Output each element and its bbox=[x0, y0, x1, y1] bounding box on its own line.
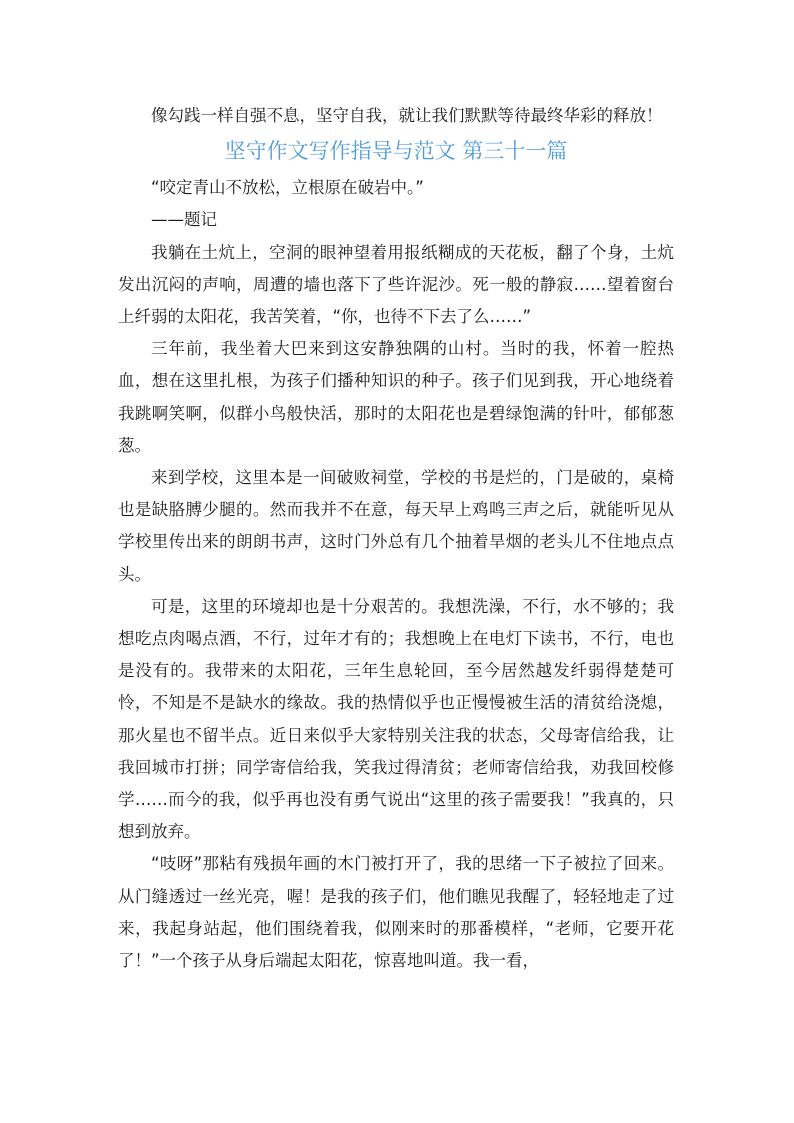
body-paragraph-4: 可是，这里的环境却也是十分艰苦的。我想洗澡，不行，水不够的；我想吃点肉喝点酒，不行，过年才有的；我想晚上在电灯下读书，不行，电也是没有的。我带来的太阳花，三年生息轮回，至今居然越发纤弱得楚楚可怜，不知是不是缺水的缘故。我的热情似乎也正慢慢被生活的清贫给浇熄，那火星也不留半点。近日来似乎大家特别关注我的状态，父母寄信给我，让我回城市打拼；同学寄信给我，笑我过得清贫；老师寄信给我，劝我回校修学……而今的我，似乎再也没有勇气说出“这里的孩子需要我！”我真的，只想到放弃。 bbox=[118, 596, 674, 842]
article-title: 坚守作文写作指导与范文 第三十一篇 bbox=[224, 139, 568, 164]
body-paragraph-3: 来到学校，这里本是一间破败祠堂，学校的书是烂的，门是破的，桌椅也是缺胳膊少腿的。然而我并不在意，每天早上鸡鸣三声之后，就能听见从学校里传出来的朗朗书声，这时门外总有几个抽着旱烟的老头儿不住地点点头。 bbox=[118, 468, 674, 584]
body-paragraph-5: “吱呀”那粘有残损年画的木门被打开了，我的思绪一下子被拉了回来。从门缝透过一丝光亮，喔！是我的孩子们，他们瞧见我醒了，轻轻地走了过来，我起身站起，他们围绕着我，似刚来时的那番模样，“老师，它要开花了！”一个孩子从身后端起太阳花，惊喜地叫道。我一看， bbox=[118, 854, 674, 971]
intro-paragraph: 像勾践一样自强不息，坚守自我，就让我们默默等待最终华彩的释放！ bbox=[151, 106, 663, 125]
body-paragraph-2: 三年前，我坐着大巴来到这安静独隅的山村。当时的我，怀着一腔热血，想在这里扎根，为孩子们播种知识的种子。孩子们见到我，开心地绕着我跳啊笑啊，似群小鸟般快活，那时的太阳花也是碧绿饱满的针叶，郁郁葱葱。 bbox=[118, 339, 674, 455]
body-paragraph-1: 我躺在土炕上，空洞的眼神望着用报纸糊成的天花板，翻了个身，土炕发出沉闷的声响，周遭的墙也落下了些许泥沙。死一般的静寂……望着窗台上纤弱的太阳花，我苦笑着，“你，也待不下去了么……” bbox=[118, 242, 674, 327]
epigraph-source: ——题记 bbox=[151, 210, 217, 230]
epigraph-quote: “咬定青山不放松，立根原在破岩中。” bbox=[151, 178, 424, 198]
document-page bbox=[118, 100, 674, 977]
